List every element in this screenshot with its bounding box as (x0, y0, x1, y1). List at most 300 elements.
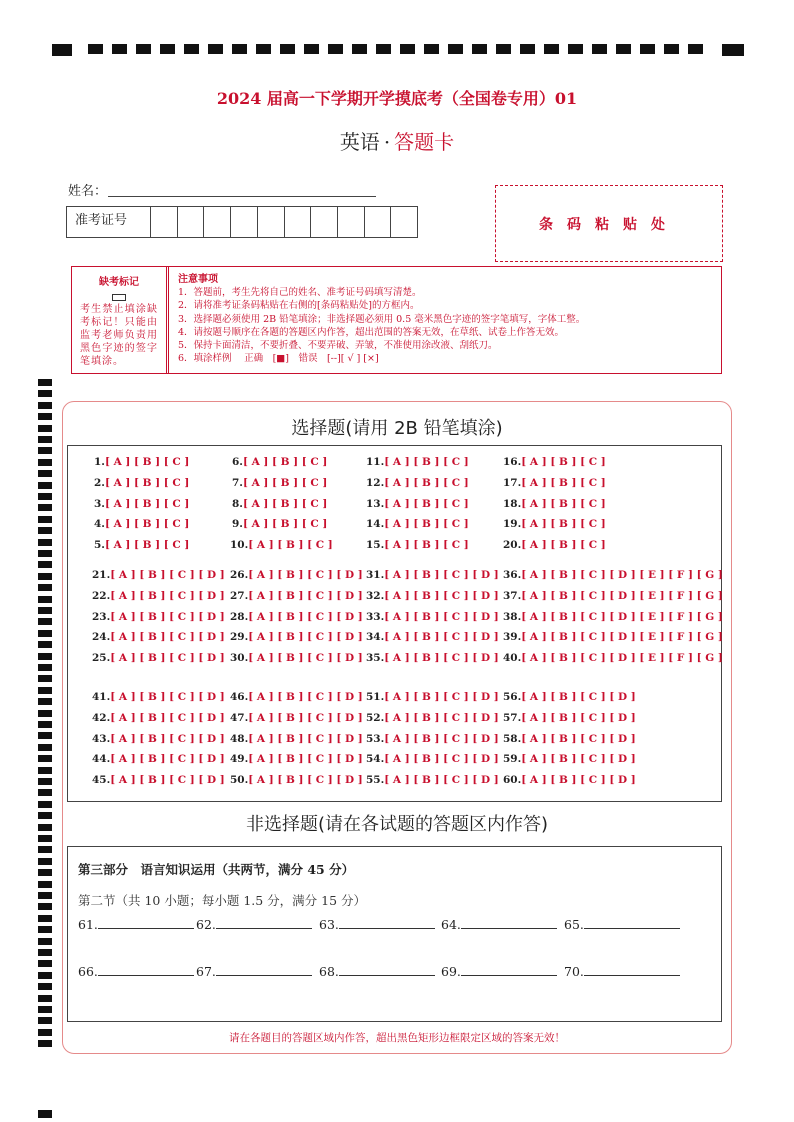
notice-box (71, 266, 722, 374)
question-43[interactable] (92, 733, 225, 745)
question-2[interactable] (94, 477, 189, 489)
question-36[interactable] (503, 569, 723, 581)
blank-line[interactable] (584, 963, 680, 976)
question-number: 39. (503, 631, 522, 644)
exam-id-cell[interactable] (285, 207, 312, 237)
exam-id-box (66, 206, 418, 238)
timing-mark (38, 732, 52, 739)
answer-options[interactable]: [ A ] [ B ] [ C ] [ D ] (248, 610, 363, 623)
question-4[interactable] (94, 518, 189, 530)
question-10[interactable] (230, 539, 333, 551)
timing-mark (38, 881, 52, 888)
subject-name: 英语 (339, 130, 380, 154)
timing-mark (38, 869, 52, 876)
blank-line[interactable] (339, 963, 435, 976)
answer-options[interactable]: [ A ] [ B ] [ C ] [ D ] (110, 610, 225, 623)
timing-mark (38, 641, 52, 648)
timing-mark (38, 1017, 52, 1024)
notice-item: 1．答题前，考生先将自己的姓名、准考证号码填写清楚。 (178, 287, 422, 299)
question-8[interactable] (232, 498, 327, 510)
answer-options[interactable]: [ A ] [ B ] [ C ] [ D ] (521, 753, 636, 766)
question-number: 32. (366, 589, 385, 602)
answer-options[interactable]: [ A ] [ B ] [ C ] [ D ] (521, 732, 636, 745)
timing-mark (38, 710, 52, 717)
question-number: 21. (92, 569, 111, 581)
timing-mark (38, 527, 52, 534)
timing-mark (38, 755, 52, 762)
choice-section-title: 选择题(请用 2B 铅笔填涂) (291, 418, 503, 439)
exam-id-cell[interactable] (311, 207, 338, 237)
timing-mark (38, 618, 52, 625)
question-29[interactable] (230, 631, 363, 643)
notice-list (178, 273, 585, 365)
blank-line[interactable] (98, 963, 194, 976)
answer-options[interactable]: [ A ] [ B ] [ C ] [ D ] (384, 711, 499, 724)
question-32[interactable] (366, 590, 499, 602)
question-58[interactable] (503, 733, 636, 745)
answer-options[interactable]: [ A ] [ B ] [ C ] (384, 539, 469, 552)
fill-blank[interactable] (78, 963, 194, 979)
question-number: 20. (503, 539, 522, 552)
question-number: 29. (230, 631, 249, 644)
answer-options[interactable]: [ A ] [ B ] [ C ] [ D ] (248, 711, 363, 724)
answer-options[interactable]: [ A ] [ B ] [ C ] (521, 497, 606, 510)
timing-mark (38, 482, 52, 489)
section-heading: 第二节（共 10 小题；每小题 1.5 分，满分 15 分） (78, 893, 367, 908)
fill-blank[interactable] (564, 916, 680, 932)
question-number: 57. (503, 711, 522, 724)
timing-mark (38, 778, 52, 785)
question-15[interactable] (366, 539, 469, 551)
question-50[interactable] (230, 774, 363, 786)
timing-mark (38, 687, 52, 694)
notice-item: 6．填涂样例 正确 [■] 错误 [--][ √ ] [×] (178, 353, 379, 365)
answer-options[interactable]: [ A ] [ B ] [ C ] [ D ] (248, 589, 363, 602)
answer-options[interactable]: [ A ] [ B ] [ C ] [ D ] (110, 631, 225, 644)
question-21[interactable] (92, 569, 225, 581)
question-45[interactable] (92, 774, 225, 786)
answer-options[interactable]: [ A ] [ B ] [ C ] (248, 539, 333, 552)
answer-options[interactable]: [ A ] [ B ] [ C ] [ D ] (248, 631, 363, 644)
blank-number: 62. (196, 917, 216, 932)
question-number: 2. (94, 476, 105, 489)
answer-options[interactable]: [ A ] [ B ] [ C ] [ D ] (384, 631, 499, 644)
question-11[interactable] (366, 456, 469, 468)
absent-checkbox[interactable] (112, 294, 126, 301)
answer-options[interactable]: [ A ] [ B ] [ C ] (242, 456, 328, 468)
barcode-area (495, 185, 723, 262)
timing-mark-bottom (38, 1110, 52, 1118)
answer-options[interactable]: [ A ] [ B ] [ C ] [ D ] (384, 732, 499, 745)
timing-mark (38, 447, 52, 454)
timing-mark (38, 550, 52, 557)
timing-mark (38, 402, 52, 409)
timing-mark (38, 504, 52, 511)
answer-options[interactable]: [ A ] [ B ] [ C ] [ D ] (110, 691, 225, 703)
question-number: 18. (503, 497, 522, 510)
answer-options[interactable]: [ A ] [ B ] [ C ] (521, 456, 606, 468)
fill-blank[interactable] (441, 963, 557, 979)
answer-options[interactable]: [ A ] [ B ] [ C ] [ D ] (384, 652, 499, 665)
question-number: 48. (230, 732, 249, 745)
answer-options[interactable]: [ A ] [ B ] [ C ] [ D ] (384, 774, 499, 787)
blank-line[interactable] (584, 916, 680, 929)
exam-id-label: 准考证号 (67, 207, 151, 237)
absent-title: 缺考标记 (99, 277, 139, 288)
answer-options[interactable]: [ A ] [ B ] [ C ] [ D ] (248, 652, 363, 665)
notice-item: 2．请将准考证条码粘贴在右侧的[条码粘贴处]的方框内。 (178, 300, 420, 312)
fill-blank[interactable] (564, 963, 680, 979)
blank-number: 68. (319, 964, 339, 979)
timing-mark (38, 379, 52, 386)
question-number: 13. (366, 497, 385, 510)
question-17[interactable] (503, 477, 606, 489)
answer-options[interactable]: [ A ] [ B ] [ C ] [ D ] [ E ] [ F ] [ G ] (521, 652, 723, 665)
question-number: 26. (230, 569, 249, 581)
question-number: 3. (94, 497, 105, 510)
question-number: 34. (366, 631, 385, 644)
absent-mark-column (72, 267, 169, 373)
answer-options[interactable]: [ A ] [ B ] [ C ] (104, 539, 190, 552)
question-28[interactable] (230, 611, 363, 623)
question-18[interactable] (503, 498, 606, 510)
question-22[interactable] (92, 590, 225, 602)
answer-options[interactable]: [ A ] [ B ] [ C ] [ D ] (110, 753, 225, 766)
question-30[interactable] (230, 652, 363, 664)
notice-title: 注意事项 (178, 274, 218, 285)
timing-mark (38, 835, 52, 842)
question-49[interactable] (230, 753, 363, 765)
question-number: 53. (366, 732, 385, 745)
question-40[interactable] (503, 652, 723, 664)
exam-id-cell[interactable] (258, 207, 285, 237)
answer-options[interactable]: [ A ] [ B ] [ C ] (521, 518, 606, 531)
answer-options[interactable]: [ A ] [ B ] [ C ] (104, 497, 190, 510)
timing-mark (38, 493, 52, 500)
answer-options[interactable]: [ A ] [ B ] [ C ] [ D ] (248, 691, 363, 703)
timing-mark (38, 858, 52, 865)
timing-mark (38, 789, 52, 796)
question-25[interactable] (92, 652, 225, 664)
timing-mark (38, 915, 52, 922)
page-title: 2024 届高一下学期开学摸底考（全国卷专用）01 (216, 89, 578, 108)
timing-mark (38, 938, 52, 945)
notice-item: 4．请按题号顺序在各题的答题区内作答，超出范围的答案无效，在草纸、试卷上作答无效。 (178, 326, 565, 338)
question-number: 52. (366, 711, 385, 724)
timing-mark (38, 801, 52, 808)
answer-options[interactable]: [ A ] [ B ] [ C ] [ D ] [ E ] [ F ] [ G ] (521, 631, 723, 644)
timing-mark (38, 995, 52, 1002)
question-56[interactable] (503, 691, 636, 703)
question-37[interactable] (503, 590, 723, 602)
question-54[interactable] (366, 753, 499, 765)
question-24[interactable] (92, 631, 225, 643)
question-number: 28. (230, 610, 249, 623)
question-number: 44. (92, 753, 111, 766)
question-39[interactable] (503, 631, 723, 643)
answer-options[interactable]: [ A ] [ B ] [ C ] (384, 456, 469, 468)
question-number: 27. (230, 589, 249, 602)
question-23[interactable] (92, 611, 225, 623)
question-number: 60. (503, 774, 522, 787)
question-number: 4. (94, 518, 105, 531)
timing-mark (38, 596, 52, 603)
answer-options[interactable]: [ A ] [ B ] [ C ] [ D ] (248, 753, 363, 766)
question-number: 14. (366, 518, 385, 531)
question-number: 24. (92, 631, 111, 644)
question-31[interactable] (366, 569, 499, 581)
fill-blank[interactable] (441, 916, 557, 932)
blank-number: 66. (78, 964, 98, 979)
blank-number: 64. (441, 917, 461, 932)
blank-line[interactable] (461, 916, 557, 929)
question-57[interactable] (503, 712, 636, 724)
answer-options[interactable]: [ A ] [ B ] [ C ] (521, 476, 606, 489)
question-41[interactable] (92, 691, 225, 703)
exam-id-cell[interactable] (391, 207, 417, 237)
question-number: 45. (92, 774, 111, 787)
question-number: 25. (92, 652, 111, 665)
answer-options[interactable]: [ A ] [ B ] [ C ] (384, 476, 469, 489)
question-47[interactable] (230, 712, 363, 724)
question-number: 19. (503, 518, 522, 531)
blank-number: 61. (78, 917, 98, 932)
answer-options[interactable]: [ A ] [ B ] [ C ] [ D ] [ E ] [ F ] [ G ] (521, 610, 723, 623)
question-3[interactable] (94, 498, 189, 510)
question-20[interactable] (503, 539, 606, 551)
question-number: 11. (366, 456, 385, 468)
answer-options[interactable]: [ A ] [ B ] [ C ] [ D ] (248, 732, 363, 745)
exam-id-cell[interactable] (231, 207, 258, 237)
question-number: 54. (366, 753, 385, 766)
question-33[interactable] (366, 611, 499, 623)
answer-options[interactable]: [ A ] [ B ] [ C ] [ D ] (110, 732, 225, 745)
timing-mark (38, 653, 52, 660)
question-number: 42. (92, 711, 111, 724)
timing-mark (38, 573, 52, 580)
barcode-label: 条码粘贴处 (539, 216, 679, 233)
question-number: 5. (94, 539, 105, 552)
answer-options[interactable]: [ A ] [ B ] [ C ] (242, 476, 328, 489)
exam-id-cell[interactable] (204, 207, 231, 237)
timing-mark (38, 744, 52, 751)
answer-options[interactable]: [ A ] [ B ] [ C ] [ D ] (521, 691, 636, 703)
question-number: 1. (94, 456, 105, 468)
question-number: 51. (366, 691, 385, 703)
question-number: 50. (230, 774, 249, 787)
question-number: 31. (366, 569, 385, 581)
question-number: 8. (232, 497, 243, 510)
timing-mark (38, 584, 52, 591)
question-number: 46. (230, 691, 249, 703)
question-13[interactable] (366, 498, 469, 510)
blank-line[interactable] (98, 916, 194, 929)
answer-options[interactable]: [ A ] [ B ] [ C ] (521, 539, 606, 552)
question-number: 7. (232, 476, 243, 489)
answer-options[interactable]: [ A ] [ B ] [ C ] [ D ] (248, 569, 363, 581)
question-35[interactable] (366, 652, 499, 664)
question-12[interactable] (366, 477, 469, 489)
timing-mark (38, 767, 52, 774)
notice-item: 3．选择题必须使用 2B 铅笔填涂；非选择题必须用 0.5 毫米黑色字迹的签字笔填写，字体工整。 (178, 313, 586, 325)
question-60[interactable] (503, 774, 636, 786)
question-53[interactable] (366, 733, 499, 745)
question-26[interactable] (230, 569, 363, 581)
answer-options[interactable]: [ A ] [ B ] [ C ] (384, 518, 469, 531)
question-number: 33. (366, 610, 385, 623)
timing-mark (38, 675, 52, 682)
question-38[interactable] (503, 611, 723, 623)
question-number: 58. (503, 732, 522, 745)
answer-options[interactable]: [ A ] [ B ] [ C ] [ D ] (248, 774, 363, 787)
timing-mark (38, 960, 52, 967)
blank-number: 67. (196, 964, 216, 979)
question-number: 12. (366, 476, 385, 489)
exam-id-cell[interactable] (178, 207, 205, 237)
answer-options[interactable]: [ A ] [ B ] [ C ] [ D ] [ E ] [ F ] [ G ] (521, 569, 723, 581)
answer-options[interactable]: [ A ] [ B ] [ C ] [ D ] (384, 691, 499, 703)
answer-options[interactable]: [ A ] [ B ] [ C ] [ D ] (110, 589, 225, 602)
timing-mark (38, 607, 52, 614)
blank-line[interactable] (339, 916, 435, 929)
fill-blank[interactable] (78, 916, 194, 932)
blank-number: 65. (564, 917, 584, 932)
timing-mark (38, 630, 52, 637)
answer-options[interactable]: [ A ] [ B ] [ C ] (242, 518, 328, 531)
name-label: 姓名： (68, 184, 108, 199)
timing-mark (38, 892, 52, 899)
question-9[interactable] (232, 518, 327, 530)
exam-id-cell[interactable] (338, 207, 365, 237)
card-label: 答题卡 (394, 130, 455, 154)
question-16[interactable] (503, 456, 606, 468)
answer-options[interactable]: [ A ] [ B ] [ C ] [ D ] (110, 711, 225, 724)
fill-blank[interactable] (319, 916, 435, 932)
question-48[interactable] (230, 733, 363, 745)
question-44[interactable] (92, 753, 225, 765)
answer-options[interactable]: [ A ] [ B ] [ C ] [ D ] (384, 569, 499, 581)
subject-dot: · (383, 130, 391, 154)
part-heading: 第三部分 语言知识运用（共两节，满分 45 分） (78, 862, 355, 877)
fill-blank[interactable] (196, 916, 312, 932)
answer-options[interactable]: [ A ] [ B ] [ C ] (104, 476, 190, 489)
question-6[interactable] (232, 456, 327, 468)
absent-text: 考生禁止填涂缺考标记！只能由监考老师负责用黑色字迹的签字笔填涂。 (80, 304, 158, 367)
question-number: 38. (503, 610, 522, 623)
timing-mark (38, 926, 52, 933)
question-number: 55. (366, 774, 385, 787)
blank-line[interactable] (461, 963, 557, 976)
question-1[interactable] (94, 456, 189, 468)
timing-mark (38, 539, 52, 546)
question-34[interactable] (366, 631, 499, 643)
footer-warning: 请在各题目的答题区域内作答，超出黑色矩形边框限定区域的答案无效！ (229, 1032, 565, 1044)
answer-options[interactable]: [ A ] [ B ] [ C ] [ D ] (521, 711, 636, 724)
exam-id-cell[interactable] (151, 207, 178, 237)
question-number: 41. (92, 691, 111, 703)
timing-mark (38, 721, 52, 728)
answer-options[interactable]: [ A ] [ B ] [ C ] [ D ] (110, 652, 225, 665)
timing-mark (38, 459, 52, 466)
question-5[interactable] (94, 539, 189, 551)
answer-options[interactable]: [ A ] [ B ] [ C ] [ D ] (110, 774, 225, 787)
question-42[interactable] (92, 712, 225, 724)
question-number: 56. (503, 691, 522, 703)
question-number: 10. (230, 539, 249, 552)
timing-mark (38, 390, 52, 397)
timing-mark (38, 698, 52, 705)
question-number: 30. (230, 652, 249, 665)
answer-options[interactable]: [ A ] [ B ] [ C ] (104, 456, 190, 468)
question-number: 43. (92, 732, 111, 745)
timing-mark (38, 846, 52, 853)
question-52[interactable] (366, 712, 499, 724)
answer-options[interactable]: [ A ] [ B ] [ C ] [ D ] (384, 589, 499, 602)
question-27[interactable] (230, 590, 363, 602)
blank-line[interactable] (216, 963, 312, 976)
exam-id-cell[interactable] (365, 207, 392, 237)
timing-mark (38, 516, 52, 523)
answer-options[interactable]: [ A ] [ B ] [ C ] [ D ] (521, 774, 636, 787)
question-number: 37. (503, 589, 522, 602)
fill-blank[interactable] (196, 963, 312, 979)
subject-heading (0, 126, 794, 155)
timing-mark (38, 1006, 52, 1013)
blank-number: 63. (319, 917, 339, 932)
answer-options[interactable]: [ A ] [ B ] [ C ] [ D ] [ E ] [ F ] [ G ] (521, 589, 723, 602)
question-number: 22. (92, 589, 111, 602)
question-number: 23. (92, 610, 111, 623)
blank-line[interactable] (216, 916, 312, 929)
answer-options[interactable]: [ A ] [ B ] [ C ] [ D ] (110, 569, 225, 581)
question-59[interactable] (503, 753, 636, 765)
question-number: 16. (503, 456, 522, 468)
timing-mark (38, 949, 52, 956)
timing-mark (38, 903, 52, 910)
answer-options[interactable]: [ A ] [ B ] [ C ] (242, 497, 328, 510)
notice-item: 5．保持卡面清洁，不要折叠、不要弄破、弄皱，不准使用涂改液、刮纸刀。 (178, 340, 498, 352)
answer-options[interactable]: [ A ] [ B ] [ C ] (104, 518, 190, 531)
question-7[interactable] (232, 477, 327, 489)
question-46[interactable] (230, 691, 363, 703)
question-number: 9. (232, 518, 243, 531)
timing-mark (38, 470, 52, 477)
blank-number: 69. (441, 964, 461, 979)
question-number: 15. (366, 539, 385, 552)
timing-mark (38, 664, 52, 671)
question-14[interactable] (366, 518, 469, 530)
question-number: 59. (503, 753, 522, 766)
question-number: 40. (503, 652, 522, 665)
answer-options[interactable]: [ A ] [ B ] [ C ] [ D ] (384, 753, 499, 766)
question-number: 49. (230, 753, 249, 766)
fill-blank[interactable] (319, 963, 435, 979)
answer-options[interactable]: [ A ] [ B ] [ C ] (384, 497, 469, 510)
question-number: 47. (230, 711, 249, 724)
question-number: 17. (503, 476, 522, 489)
blank-number: 70. (564, 964, 584, 979)
question-55[interactable] (366, 774, 499, 786)
question-19[interactable] (503, 518, 606, 530)
question-number: 35. (366, 652, 385, 665)
name-field[interactable] (108, 196, 376, 197)
timing-mark (38, 972, 52, 979)
timing-mark (38, 983, 52, 990)
question-51[interactable] (366, 691, 499, 703)
question-number: 36. (503, 569, 522, 581)
nonchoice-section-title: 非选择题(请在各试题的答题区内作答) (245, 814, 549, 835)
answer-options[interactable]: [ A ] [ B ] [ C ] [ D ] (384, 610, 499, 623)
